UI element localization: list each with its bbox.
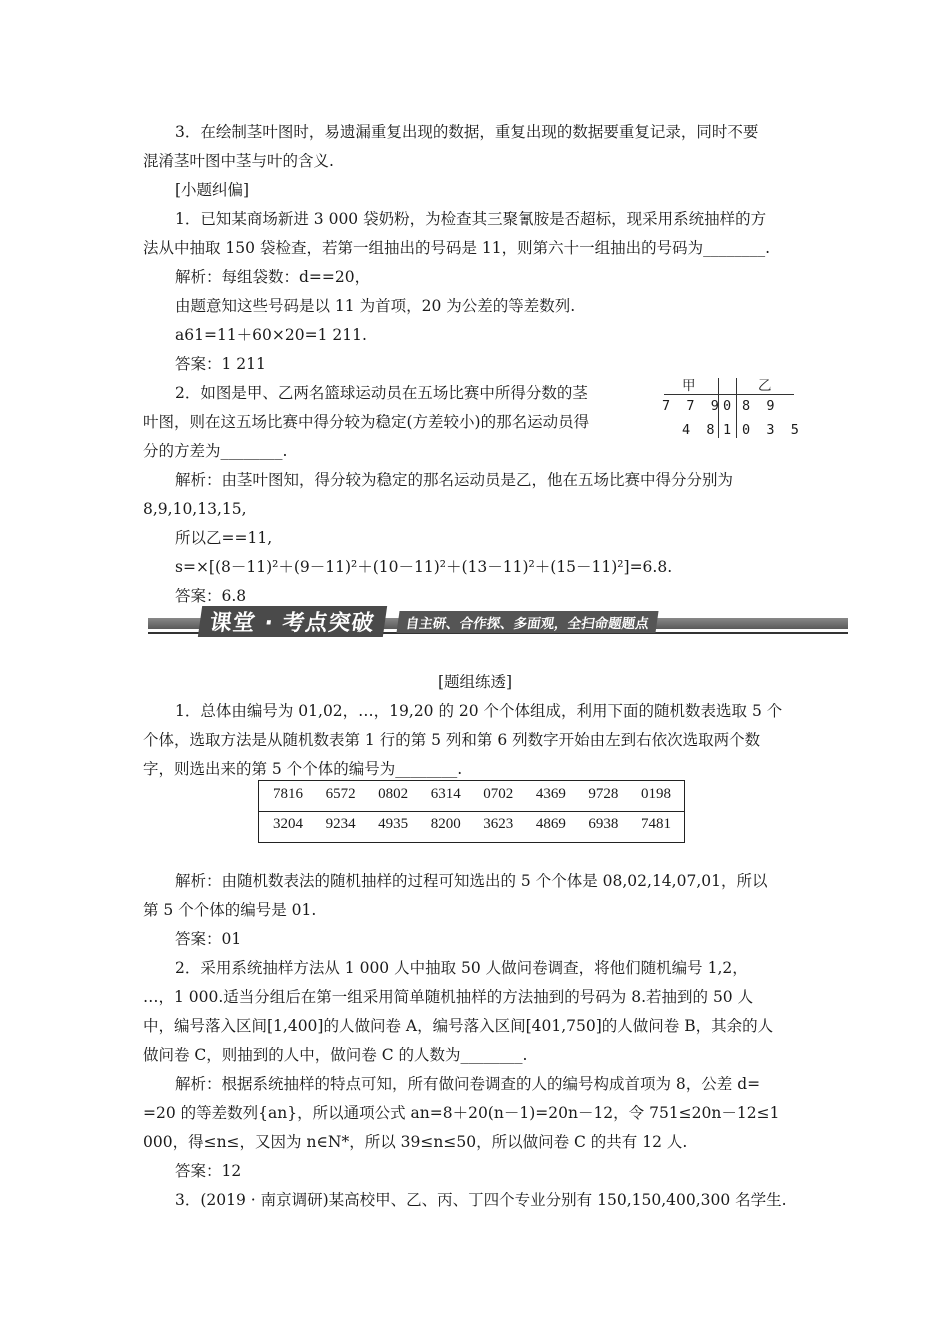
table-cell: 6314: [430, 786, 461, 802]
q1-line-2: 法从中抽取 150 袋检查，若第一组抽出的号码是 11，则第六十一组抽出的号码为________.: [143, 239, 771, 257]
table-cell: 4369: [535, 786, 566, 802]
table-cell: 6938: [588, 816, 619, 832]
table-cell: 0702: [483, 786, 514, 802]
q1-solution-2: 由题意知这些号码是以 11 为首项，20 为公差的等差数列.: [175, 297, 576, 315]
note-line-2: 混淆茎叶图中茎与叶的含义.: [143, 152, 334, 170]
table-cell: 0802: [378, 786, 409, 802]
p1-line-2: 个体，选取方法是从随机数表第 1 行的第 5 列和第 6 列数字开始由左到右依次选取两个数: [143, 731, 761, 749]
table-cell: 9234: [325, 816, 356, 832]
q2-solution-2: 8,9,10,13,15,: [143, 500, 247, 518]
q2-solution-4: s=×[(8－11)²＋(9－11)²＋(10－11)²＋(13－11)²＋(15－11)²]=6.8.: [175, 558, 673, 576]
table-cell: 4935: [378, 816, 409, 832]
q2-answer: 答案：6.8: [175, 587, 247, 605]
table-cell: 0198: [640, 786, 671, 802]
banner-title: 课堂 · 考点突破: [198, 606, 387, 637]
q1-solution-3: a61=11＋60×20=1 211.: [175, 326, 367, 344]
table-row-divider: [259, 811, 684, 812]
stem-leaf-divider-right: [736, 378, 737, 438]
q2-solution-1: 解析：由茎叶图知，得分较为稳定的那名运动员是乙，他在五场比赛中得分分别为: [175, 471, 734, 489]
stem-leaf-row2-left: 4 8: [682, 422, 715, 438]
q2-line-2: 叶图，则在这五场比赛中得分较为稳定(方差较小)的那名运动员得: [143, 413, 590, 431]
p2-line-4: 做问卷 C，则抽到的人中，做问卷 C 的人数为________.: [143, 1046, 528, 1064]
banner-subtitle: 自主研、合作探、多面观，全扫命题题点: [396, 611, 658, 633]
section-heading-small: [小题纠偏]: [175, 181, 250, 199]
q2-solution-3: 所以乙==11,: [175, 529, 273, 547]
section-banner: [148, 608, 848, 636]
stem-leaf-plot: [660, 372, 800, 442]
p2-solution-2: =20 的等差数列{an}，所以通项公式 an=8＋20(n－1)=20n－12，令 751≤20n－12≤1: [143, 1104, 780, 1122]
q1-solution-1: 解析：每组袋数：d==20，: [175, 268, 371, 286]
p2-line-2: …，1 000.适当分组后在第一组采用简单随机抽样的方法抽到的号码为 8.若抽到的 50 人: [143, 988, 754, 1006]
p1-line-3: 字，则选出来的第 5 个个体的编号为________.: [143, 760, 463, 778]
p1-solution-2: 第 5 个个体的编号是 01.: [143, 901, 317, 919]
table-cell: 3204: [273, 816, 303, 832]
q1-answer: 答案：1 211: [175, 355, 266, 373]
p1-answer: 答案：01: [175, 930, 242, 948]
p2-solution-3: 000，得≤n≤，又因为 n∈N*，所以 39≤n≤50，所以做问卷 C 的共有 12 人.: [143, 1133, 688, 1151]
q1-line-1: 1．已知某商场新进 3 000 袋奶粉，为检查其三聚氰胺是否超标，现采用系统抽样的方: [175, 210, 767, 228]
p2-line-1: 2．采用系统抽样方法从 1 000 人中抽取 50 人做问卷调查，将他们随机编号 1,2，: [175, 959, 748, 977]
note-line-1: 3．在绘制茎叶图时，易遗漏重复出现的数据，重复出现的数据要重复记录，同时不要: [175, 123, 759, 141]
table-cell: 7481: [640, 816, 671, 832]
stem-leaf-row1-stem: 0: [723, 398, 732, 414]
p2-answer: 答案：12: [175, 1162, 242, 1180]
section-heading-group: [题组练透]: [437, 673, 513, 691]
q2-line-1: 2．如图是甲、乙两名篮球运动员在五场比赛中所得分数的茎: [175, 384, 588, 402]
table-cell: 3623: [483, 816, 514, 832]
stem-leaf-row1-right: 8 9: [742, 398, 775, 414]
stem-leaf-row2-right: 0 3 5: [742, 422, 799, 438]
table-cell: 7816: [273, 786, 303, 802]
p1-line-1: 1．总体由编号为 01,02，…，19,20 的 20 个个体组成，利用下面的随机数表选取 5 个: [175, 702, 783, 720]
stem-leaf-row2-stem: 1: [723, 422, 732, 438]
stem-leaf-head-left: 甲: [682, 378, 696, 394]
table-cell: 4869: [535, 816, 566, 832]
q2-line-3: 分的方差为________.: [143, 442, 288, 460]
p2-line-3: 中，编号落入区间[1,400]的人做问卷 A，编号落入区间[401,750]的人做问卷 B，其余的人: [143, 1017, 774, 1035]
p1-solution-1: 解析：由随机数表法的随机抽样的过程可知选出的 5 个个体是 08,02,14,07,01，所以: [175, 872, 768, 890]
stem-leaf-head-right: 乙: [758, 378, 772, 394]
table-row: [262, 786, 682, 803]
table-cell: 8200: [430, 816, 461, 832]
table-cell: 6572: [325, 786, 356, 802]
stem-leaf-header-rule: [664, 394, 794, 395]
stem-leaf-row1-left: 7 7 9: [662, 398, 719, 414]
p3-line-1: 3．(2019 · 南京调研)某高校甲、乙、丙、丁四个专业分别有 150,150,400,300 名学生.: [175, 1191, 787, 1209]
table-row: [262, 816, 682, 833]
p2-solution-1: 解析：根据系统抽样的特点可知，所有做问卷调查的人的编号构成首项为 8，公差 d=: [175, 1075, 761, 1093]
table-cell: 9728: [588, 786, 619, 802]
